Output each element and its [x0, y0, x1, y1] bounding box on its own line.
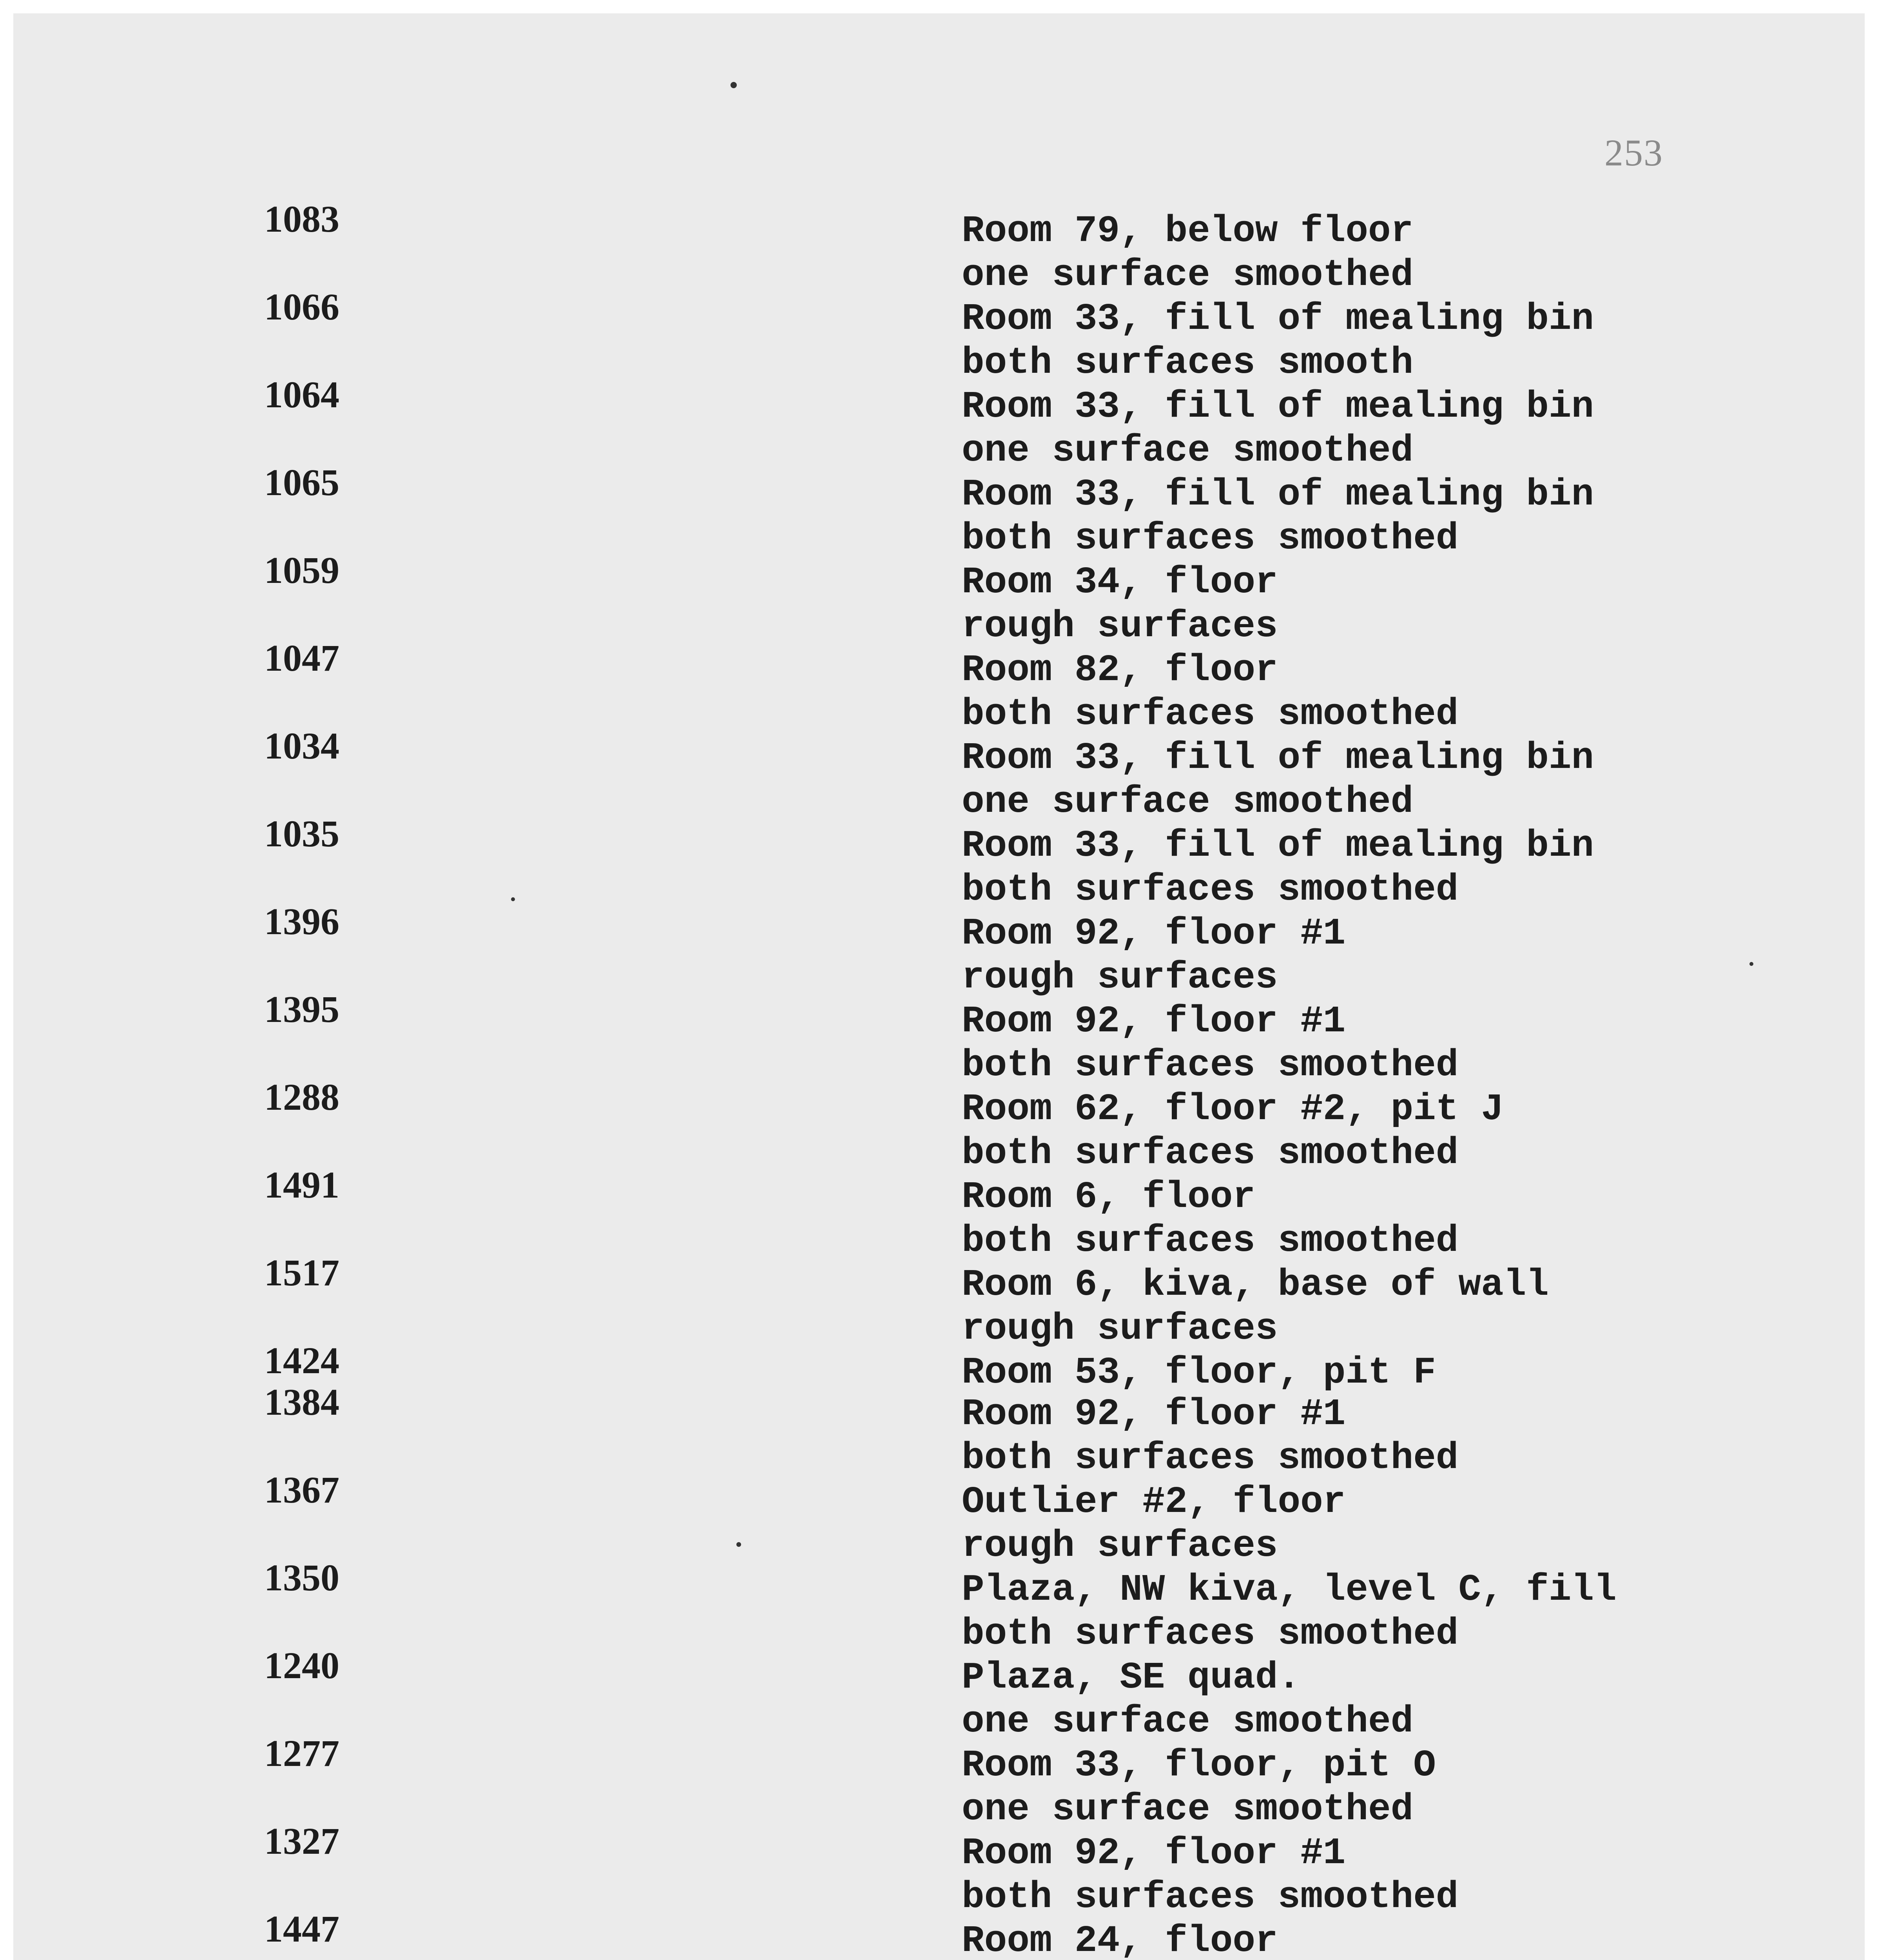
surface-text: both surfaces smoothed [962, 1220, 1459, 1262]
entry-description [962, 385, 1594, 473]
surface-text: one surface smoothed [962, 254, 1414, 296]
catalog-number: 1064 [264, 374, 339, 416]
catalog-entry [13, 1076, 1865, 1174]
catalog-number: 1424 [264, 1339, 339, 1381]
catalog-number: 1327 [264, 1820, 339, 1862]
catalog-number: 1034 [264, 725, 339, 767]
surface-text: both surfaces smoothed [962, 1876, 1459, 1918]
provenience-text: Room 33, fill of mealing bin [962, 824, 1594, 867]
catalog-number: 1277 [264, 1732, 339, 1774]
entry-description [962, 1480, 1345, 1568]
catalog-list [13, 13, 1865, 1960]
catalog-number: 1367 [264, 1469, 339, 1511]
surface-text: both surfaces smoothed [962, 1612, 1459, 1655]
catalog-number: 1491 [264, 1164, 339, 1206]
catalog-entry [13, 285, 1865, 384]
catalog-entry [13, 812, 1865, 911]
provenience-text: Room 92, floor #1 [962, 1000, 1346, 1043]
surface-text: one surface smoothed [962, 1788, 1414, 1831]
entry-description [962, 1656, 1413, 1744]
catalog-entry [13, 549, 1865, 648]
entry-description [962, 1000, 1458, 1087]
surface-text: both surfaces smoothed [962, 1044, 1459, 1087]
provenience-text: Room 53, floor, pit F [962, 1351, 1436, 1394]
surface-text: both surfaces smooth [962, 341, 1414, 384]
catalog-number: 1240 [264, 1644, 339, 1686]
surface-text: rough surfaces [962, 956, 1278, 999]
entry-description [962, 1175, 1458, 1263]
scan-speck [731, 82, 737, 88]
catalog-entry [13, 724, 1865, 823]
catalog-entry [13, 461, 1865, 560]
catalog-entry [13, 637, 1865, 735]
catalog-number: 1066 [264, 286, 339, 328]
catalog-entry [13, 1163, 1865, 1262]
provenience-text: Room 6, kiva, base of wall [962, 1263, 1549, 1306]
provenience-text: Outlier #2, floor [962, 1481, 1346, 1523]
scan-speck [1749, 962, 1753, 966]
catalog-number: 1047 [264, 637, 339, 679]
provenience-text: Room 82, floor [962, 649, 1278, 691]
surface-text: rough surfaces [962, 1307, 1278, 1350]
provenience-text: Room 62, floor #2, pit J [962, 1088, 1504, 1131]
entry-description [962, 1392, 1458, 1480]
provenience-text: Room 34, floor [962, 561, 1278, 604]
scan-speck [511, 897, 515, 901]
surface-text: both surfaces smoothed [962, 693, 1459, 735]
catalog-number: 1059 [264, 549, 339, 591]
provenience-text: Plaza, NW kiva, level C, fill [962, 1568, 1617, 1611]
surface-text: rough surfaces [962, 1524, 1278, 1567]
document-page [13, 13, 1865, 1960]
entry-description [962, 1568, 1617, 1656]
catalog-number: 1350 [264, 1557, 339, 1599]
provenience-text: Room 24, floor [962, 1920, 1278, 1960]
surface-text: both surfaces smoothed [962, 868, 1459, 911]
catalog-number: 1065 [264, 461, 339, 503]
catalog-number: 1396 [264, 900, 339, 942]
entry-description [962, 824, 1594, 912]
entry-description [962, 648, 1458, 736]
entry-description [962, 1831, 1458, 1919]
catalog-number: 1035 [264, 813, 339, 855]
entry-description [962, 1744, 1436, 1831]
surface-text: both surfaces smoothed [962, 517, 1459, 560]
surface-text: rough surfaces [962, 605, 1278, 648]
entry-description [962, 209, 1413, 297]
scan-speck [736, 1542, 741, 1547]
provenience-text: Room 33, fill of mealing bin [962, 473, 1594, 516]
surface-text: one surface smoothed [962, 780, 1414, 823]
catalog-entry [13, 1820, 1865, 1918]
catalog-entry [13, 1251, 1865, 1350]
catalog-entry [13, 1556, 1865, 1655]
catalog-number: 1288 [264, 1076, 339, 1118]
catalog-number: 1395 [264, 988, 339, 1030]
provenience-text: Room 33, fill of mealing bin [962, 298, 1594, 340]
catalog-entry [13, 373, 1865, 472]
catalog-entry [13, 1381, 1865, 1479]
entry-description [962, 1263, 1549, 1351]
entry-description [962, 1919, 1413, 1960]
catalog-number: 1384 [264, 1381, 339, 1423]
entry-description [962, 736, 1594, 824]
surface-text: both surfaces smoothed [962, 1437, 1459, 1479]
provenience-text: Plaza, SE quad. [962, 1656, 1301, 1699]
catalog-entry [13, 900, 1865, 999]
surface-text: one surface smoothed [962, 1700, 1414, 1743]
provenience-text: Room 92, floor #1 [962, 1393, 1346, 1436]
catalog-entry [13, 1644, 1865, 1743]
catalog-number: 1447 [264, 1908, 339, 1950]
catalog-entry [13, 198, 1865, 296]
provenience-text: Room 79, below floor [962, 210, 1414, 252]
provenience-text: Room 92, floor #1 [962, 912, 1346, 955]
page-number: 253 [1604, 132, 1663, 174]
provenience-text: Room 6, floor [962, 1176, 1255, 1218]
entry-description [962, 912, 1345, 1000]
surface-text: one surface smoothed [962, 429, 1414, 472]
entry-description [962, 561, 1278, 648]
catalog-entry [13, 1907, 1865, 1960]
catalog-entry [13, 988, 1865, 1087]
provenience-text: Room 33, fill of mealing bin [962, 385, 1594, 428]
entry-description [962, 297, 1594, 385]
entry-description [962, 473, 1594, 561]
catalog-entry [13, 1732, 1865, 1831]
catalog-number: 1517 [264, 1252, 339, 1294]
catalog-number: 1083 [264, 198, 339, 240]
entry-description [962, 1087, 1504, 1175]
catalog-entry [13, 1468, 1865, 1567]
provenience-text: Room 33, fill of mealing bin [962, 737, 1594, 779]
provenience-text: Room 92, floor #1 [962, 1832, 1346, 1875]
surface-text: both surfaces smoothed [962, 1132, 1459, 1174]
provenience-text: Room 33, floor, pit O [962, 1744, 1436, 1787]
